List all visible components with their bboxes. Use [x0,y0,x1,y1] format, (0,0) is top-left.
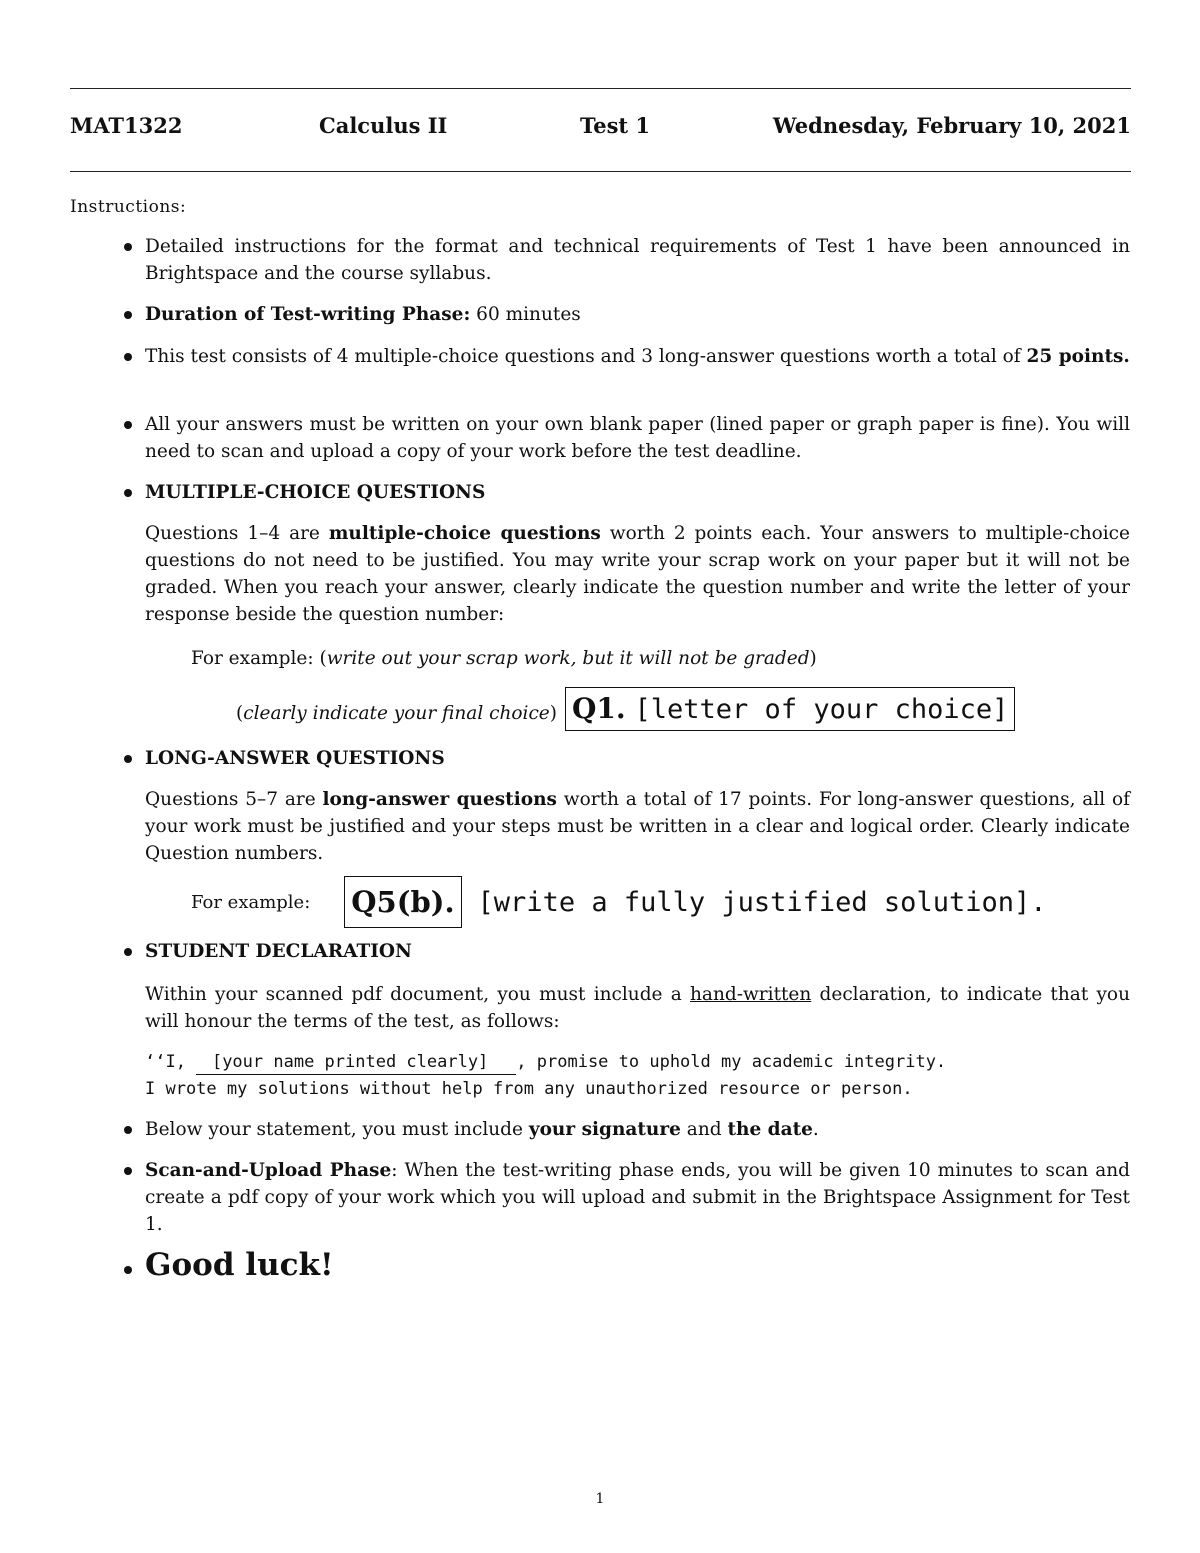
instruction-item-4: All your answers must be written on your own blank paper (lined paper or graph paper is fine). You will need to scan and upload a copy of your work before the test deadline. [145,414,1130,462]
instruction-item-3 [145,343,1130,370]
header-top-rule [70,88,1131,89]
mc-heading: MULTIPLE-CHOICE QUESTIONS [145,482,486,503]
bullet-icon [124,353,132,361]
bullet-icon [124,1167,132,1175]
instruction-item-2 [145,301,1130,328]
points-total: 25 points. [1026,346,1130,367]
date-bold: the date [727,1119,813,1140]
header-bottom-rule [70,171,1131,172]
bullet-icon [124,1126,132,1134]
final-open: ( [236,702,244,724]
test-name: Test 1 [580,113,651,138]
mc-paragraph [145,520,1130,628]
sd-paragraph [145,981,1130,1035]
points-text: This test consists of 4 multiple-choice questions and 3 long-answer questions worth a total of [145,346,1027,367]
mc-final-choice-line [236,687,1015,731]
course-code: MAT1322 [70,113,183,138]
sd-text-rest: declaration, to indicate that you will honour the terms of the test, as follows: [145,984,1130,1032]
answer-box-text: [letter of your choice] [634,694,1009,725]
bullet-icon [124,1266,132,1274]
la-example-text: [write a fully justified solution]. [477,886,1047,918]
signature-mid: and [680,1119,728,1140]
upload-text: : When the test-writing phase ends, you will be given 10 minutes to scan and create a pdf copy of your work which you will upload and submit in the Brightspace Assignment for Test 1. [145,1160,1131,1235]
signature-bold: your signature [528,1119,681,1140]
bullet-icon [124,311,132,319]
declaration-open: ‘‘I, [145,1052,186,1072]
declaration-line-1 [145,1049,946,1076]
la-text: Questions 5–7 are [145,789,323,810]
sd-underlined-text: hand-written [690,984,812,1005]
question-box: Q5(b). [344,876,461,928]
la-example-line [191,876,1047,928]
bullet-icon [124,755,132,763]
example-label: For example: ( [191,648,327,669]
la-paragraph [145,786,1130,867]
example-close: ) [809,648,817,669]
duration-label: Duration of Test-writing Phase: [145,304,471,325]
upload-label: Scan-and-Upload Phase [145,1160,392,1181]
duration-value: 60 minutes [470,304,581,325]
example-italic: write out your scrap work, but it will not be graded [326,648,810,669]
sd-text: Within your scanned pdf document, you must include a [145,984,691,1005]
mc-example-line [191,645,817,672]
bullet-icon [124,489,132,497]
sd-heading: STUDENT DECLARATION [145,941,412,962]
declaration-rest: , promise to uphold my academic integrity. [516,1052,947,1072]
answer-box [565,687,1015,731]
course-title: Calculus II [319,113,448,138]
la-text-rest: worth a total of 17 points. For long-answer questions, all of your work must be justified and your steps must be written in a clear and logical order. Clearly indicate Question numbers. [145,789,1130,864]
la-example-label: For example: [191,891,311,913]
bullet-icon [124,948,132,956]
declaration-line-2: I wrote my solutions without help from any unauthorized resource or person. [145,1079,913,1099]
bullet-icon [124,421,132,429]
mc-text-rest: worth 2 points each. Your answers to multiple-choice questions do not need to be justified. You may write your scrap work on your paper but it will not be graded. When you reach your answer, clearly indicate the question number and write the letter of your response beside the question number: [145,523,1130,625]
bullet-icon [124,243,132,251]
page-number: 1 [595,1491,605,1507]
final-italic: clearly indicate your final choice [243,702,550,724]
final-close: ) [549,702,557,724]
answer-box-question: Q1. [571,692,626,725]
upload-item [145,1157,1130,1238]
instruction-item-1: Detailed instructions for the format and technical requirements of Test 1 have been announced in Brightspace and the course syllabus. [145,236,1130,284]
mc-bold-text: multiple-choice questions [328,523,601,544]
la-heading: LONG-ANSWER QUESTIONS [145,748,445,769]
signature-text: Below your statement, you must include [145,1119,529,1140]
test-date: Wednesday, February 10, 2021 [772,113,1131,138]
mc-text: Questions 1–4 are [145,523,329,544]
signature-item [145,1116,1130,1143]
good-luck: Good luck! [145,1247,334,1283]
instructions-heading: Instructions: [70,197,187,217]
exam-header [70,111,1131,141]
signature-end: . [812,1119,819,1140]
la-bold-text: long-answer questions [322,789,557,810]
name-blank: [your name printed clearly] [196,1050,516,1075]
